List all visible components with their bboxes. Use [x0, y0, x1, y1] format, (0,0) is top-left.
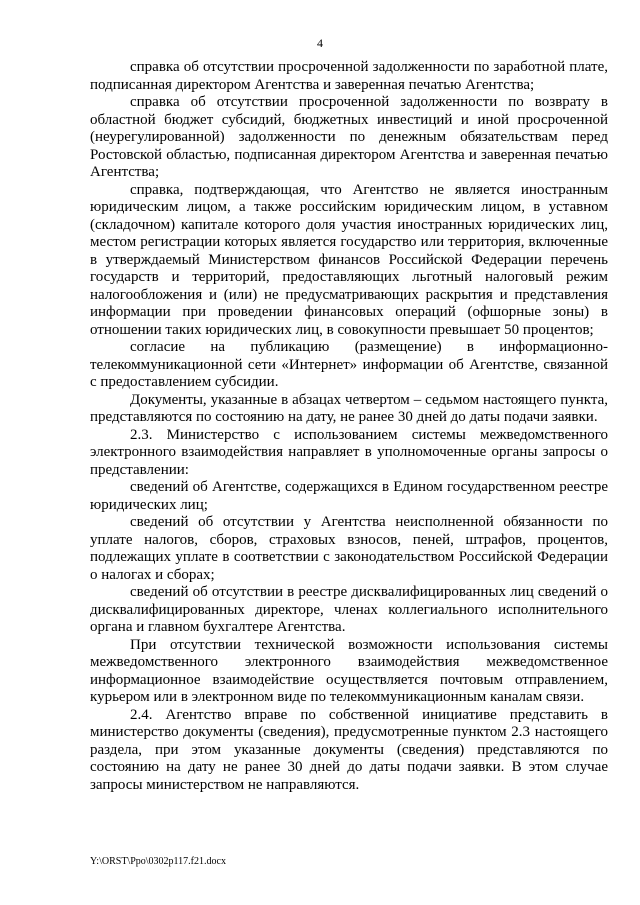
paragraph-no-technical-capability: При отсутствии технической возможности использования системы межведомственного электронного взаимодействия межведомственное информационное взаимодействие осуществляется почтовым отправлением, курьером или в электронном виде по телекоммуникационным каналам связи. [90, 636, 608, 705]
page-number: 4 [317, 36, 323, 50]
paragraph-tax-obligations-info: сведений об отсутствии у Агентства неисполненной обязанности по уплате налогов, сборов, страховых взносов, пеней, штрафов, процентов, подлежащих уплате в соответствии с законодательством Российской Федерации о налогах и сборах; [90, 514, 608, 583]
paragraph-foreign-entity-certificate: справка, подтверждающая, что Агентство не является иностранным юридическим лицом, а также российским юридическим лицом, в уставном (складочном) капитале которого доля участия иностранных юридических лиц, местом регистрации которых является государство или территория, включенные в утверждаемый Министерством финансов Российской Федерации перечень государств и территорий, предоставляющих льготный налоговый режим налогообложения и (или) не предусматривающих раскрытия и представления информации при проведении финансовых операций (офшорные зоны) в отношении таких юридических лиц, в совокупности превышает 50 процентов; [90, 181, 608, 338]
paragraph-publication-consent: согласие на публикацию (размещение) в информационно-телекоммуникационной сети «Интернет» информации об Агентстве, связанной с предоставлением субсидии. [90, 339, 608, 390]
paragraph-section-2-4: 2.4. Агентство вправе по собственной инициативе представить в министерство документы (сведения), предусмотренные пунктом 2.3 настоящего раздела, при этом указанные документы (сведения) представляются по состоянию на дату не ранее 30 дней до даты подачи заявки. В этом случае запросы министерством не направляются. [90, 706, 608, 793]
paragraph-salary-debt-certificate: справка об отсутствии просроченной задолженности по заработной плате, подписанная директором Агентства и заверенная печатью Агентства; [90, 59, 608, 93]
document-body [90, 59, 608, 794]
paragraph-documents-date: Документы, указанные в абзацах четвертом – седьмом настоящего пункта, представляются по состоянию на дату, не ранее 30 дней до даты подачи заявки. [90, 391, 608, 425]
paragraph-egrul-info: сведений об Агентстве, содержащихся в Едином государственном реестре юридических лиц; [90, 479, 608, 513]
paragraph-budget-debt-certificate: справка об отсутствии просроченной задолженности по возврату в областной бюджет субсидий, бюджетных инвестиций и иной просроченной (неурегулированной) задолженности по денежным обязательствам перед Ростовской областью, подписанная директором Агентства и заверенная печатью Агентства; [90, 94, 608, 180]
footer-file-path: Y:\ORST\Ppo\0302p117.f21.docx [90, 856, 226, 867]
paragraph-disqualified-persons-info: сведений об отсутствии в реестре дисквалифицированных лиц сведений о дисквалифицированных директоре, членах коллегиального исполнительного органа и главном бухгалтере Агентства. [90, 584, 608, 635]
paragraph-section-2-3: 2.3. Министерство с использованием системы межведомственного электронного взаимодействия направляет в уполномоченные органы запросы о представлении: [90, 426, 608, 478]
